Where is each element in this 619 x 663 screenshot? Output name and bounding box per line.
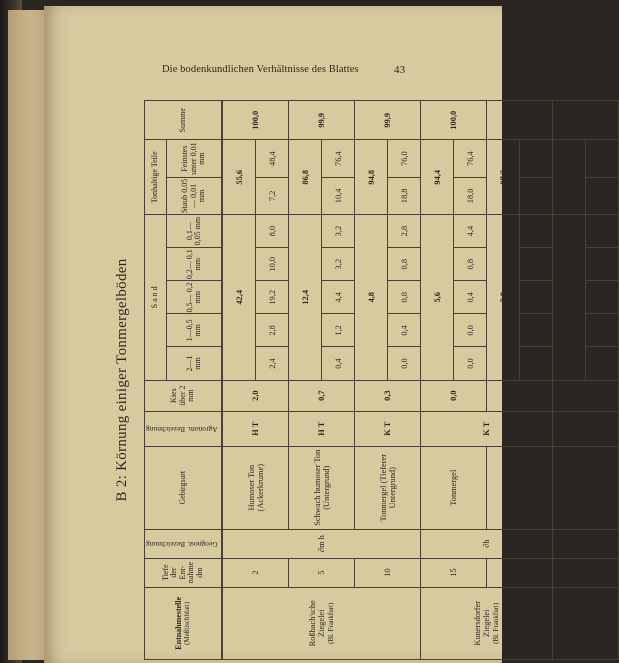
cell-sand-1: 0,0 <box>520 347 553 380</box>
cell-ton-total: 97,2 <box>553 140 586 215</box>
cell-staub: 18,0 <box>454 177 487 214</box>
cell-tiefe: 15 <box>421 558 487 587</box>
cell-sand-4: 0,8 <box>454 248 487 281</box>
col-entnahmestelle-label: Entnahmestelle <box>173 596 183 650</box>
cell-tiefe: 2 <box>222 558 289 587</box>
col-sand-4: 0,2— 0,1 mm <box>167 248 223 281</box>
cell-summe: 100,0 <box>553 101 619 141</box>
cell-sand-1: 0,0 <box>454 347 487 380</box>
book-page <box>44 6 607 663</box>
page-number: 43 <box>394 64 406 76</box>
cell-tiefe: 20 <box>487 558 553 587</box>
cell-sand-total: 4,8 <box>355 215 388 381</box>
cell-sand-5: 4,4 <box>454 215 487 248</box>
col-sand-2: 1—0,5 mm <box>167 314 223 347</box>
cell-sand-5: 2,0 <box>520 215 553 248</box>
site-name: Kunersdorfer Ziegelei <box>472 600 491 646</box>
cell-site <box>553 587 619 659</box>
cell-sand-total: 5,6 <box>421 215 454 381</box>
cell-sand-4: 0,8 <box>388 248 421 281</box>
cell-agronom: K T <box>553 411 619 446</box>
cell-sand-2: 2,8 <box>256 314 289 347</box>
table-row <box>222 101 256 660</box>
cell-gebirgsart: Tonmergel <box>421 446 487 529</box>
cell-kies: 0,0 <box>421 380 487 411</box>
cell-sand-5: 2,8 <box>388 215 421 248</box>
cell-tiefe: 5 <box>289 558 355 587</box>
cell-sand-5: 3,2 <box>322 215 355 248</box>
table-row <box>487 101 520 660</box>
cell-geognost: ∂h <box>553 529 619 558</box>
cell-agronom: H T <box>222 411 289 446</box>
col-sand-5: 0,1— 0,05 mm <box>167 215 223 248</box>
cell-summe: 100,0 <box>487 101 553 141</box>
cell-sand-4: 0,4 <box>520 248 553 281</box>
site-sub: (Bl. Frankfurt) <box>492 602 501 644</box>
col-geognost <box>145 529 223 558</box>
cell-gebirgsart: Schwach humoser Ton (Untergrund) <box>289 446 355 529</box>
col-gebirgsart: Gebirgsart <box>145 446 223 529</box>
cell-sand-2: 0,4 <box>388 314 421 347</box>
cell-sand-2: 0,0 <box>520 314 553 347</box>
table-row <box>553 101 586 660</box>
cell-sand-4: 3,2 <box>322 248 355 281</box>
cell-summe: 100,0 <box>421 101 487 141</box>
cell-staub: 7,2 <box>256 177 289 214</box>
col-staub: Staub 0,05— 0,01 mm <box>167 177 223 214</box>
grain-size-table <box>144 100 619 660</box>
site-name: Kunersdorfer Ziegelei <box>571 600 590 646</box>
col-sand: S a n d <box>145 215 167 381</box>
cell-feinstes: 76,4 <box>454 140 487 177</box>
rotated-table-block <box>114 100 607 660</box>
cell-tiefe: 15 <box>553 558 619 587</box>
col-entnahmestelle <box>145 587 223 659</box>
cell-ton-total: 55,6 <box>222 140 256 215</box>
col-entnahmestelle-sub: (Meßtischblatt) <box>183 601 192 645</box>
cell-sand-1: 0,4 <box>322 347 355 380</box>
cell-gebirgsart: Humoser Ton (Ackerkrume) <box>222 446 289 529</box>
cell-gebirgsart: Tonmergel (Tieferer Untergrund) <box>355 446 421 529</box>
cell-sand-3: 4,4 <box>322 281 355 314</box>
cell-sand-4: 0,4 <box>586 248 619 281</box>
cell-feinstes: 48,4 <box>256 140 289 177</box>
cell-kies: 0,3 <box>355 380 421 411</box>
cell-feinstes: 76,4 <box>322 140 355 177</box>
cell-sand-1: 0,0 <box>586 347 619 380</box>
header-title: Die bodenkundlichen Verhältnisse des Blattes <box>162 64 359 75</box>
cell-tiefe: 10 <box>355 558 421 587</box>
cell-sand-3: 19,2 <box>256 281 289 314</box>
cell-sand-3: 0,4 <box>520 281 553 314</box>
cell-sand-2: 0,0 <box>454 314 487 347</box>
cell-agronom: H T <box>289 411 355 446</box>
cell-staub: 18,8 <box>388 177 421 214</box>
col-sand-3: 0,5— 0,2 mm <box>167 281 223 314</box>
cell-kies: 0,7 <box>289 380 355 411</box>
cell-staub: 10,4 <box>520 177 553 214</box>
cell-sand-5: 8,0 <box>256 215 289 248</box>
cell-geognost: ∂h <box>421 529 553 558</box>
cell-sand-3: 0,4 <box>586 281 619 314</box>
table-row <box>421 101 454 660</box>
cell-kies: 0,0 <box>553 380 619 411</box>
cell-sand-4: 10,0 <box>256 248 289 281</box>
header-row-1 <box>145 101 167 660</box>
table-title: B 2: Körnung einiger Tonmergelböden <box>114 258 130 502</box>
cell-feinstes: 76,0 <box>388 140 421 177</box>
cell-gebirgsart: Tonmergel <box>553 446 619 529</box>
cell-sand-total: 2,8 <box>553 215 586 381</box>
cell-agronom: K T <box>355 411 421 446</box>
cell-summe: 99,9 <box>355 101 421 141</box>
table-row <box>289 101 322 660</box>
cell-kies: 2,0 <box>222 380 289 411</box>
col-agronom <box>145 411 223 446</box>
cell-kies: 0,0 <box>487 380 553 411</box>
previous-page-edge <box>8 10 48 660</box>
cell-ton-total: 94,4 <box>421 140 454 215</box>
cell-site <box>222 587 421 659</box>
col-sand-1: 2—1 mm <box>167 347 223 380</box>
cell-feinstes: 76,4 <box>586 140 619 177</box>
col-tonhaltige: Tonhaltige Teile <box>145 140 167 215</box>
col-geognost-label: Geognost. Bezeichnung <box>146 539 218 549</box>
cell-summe: 100,0 <box>222 101 289 141</box>
cell-sand-5: 2,0 <box>586 215 619 248</box>
col-tiefe: Tiefe der Ent- nahme dm <box>145 558 223 587</box>
site-sub: (Bl. Frankfurt) <box>591 602 600 644</box>
table-row <box>355 101 388 660</box>
cell-staub: 10,4 <box>322 177 355 214</box>
site-name: Roßbach'sche Ziegelei <box>307 600 326 647</box>
cell-feinstes: 86,8 <box>520 140 553 177</box>
cell-sand-2: 1,2 <box>322 314 355 347</box>
cell-sand-1: 0,0 <box>388 347 421 380</box>
cell-sand-1: 2,4 <box>256 347 289 380</box>
cell-sand-3: 0,8 <box>388 281 421 314</box>
cell-sand-total: 42,4 <box>222 215 256 381</box>
cell-agronom: K T <box>421 411 553 446</box>
col-kies: Kies über 2 mm <box>145 380 223 411</box>
cell-geognost: ∂m h <box>222 529 421 558</box>
cell-ton-total: 97,2 <box>487 140 520 215</box>
cell-staub: 20,8 <box>586 177 619 214</box>
cell-sand-total: 12,4 <box>289 215 322 381</box>
col-feinstes: Feinstes unter 0,01 mm <box>167 140 223 177</box>
cell-sand-total: 2,8 <box>487 215 520 381</box>
cell-ton-total: 94,8 <box>355 140 388 215</box>
cell-summe: 99,9 <box>289 101 355 141</box>
cell-gebirgsart: Tonmergel (Tiefere Schicht) <box>487 446 553 529</box>
cell-sand-3: 0,4 <box>454 281 487 314</box>
cell-sand-2: 0,0 <box>586 314 619 347</box>
cell-site <box>421 587 553 659</box>
site-sub: (Bl. Frankfurt) <box>327 602 336 644</box>
col-summe: Summe <box>145 101 223 141</box>
cell-ton-total: 86,8 <box>289 140 322 215</box>
col-agronom-label: Agronom. Bezeichnung <box>146 424 218 434</box>
